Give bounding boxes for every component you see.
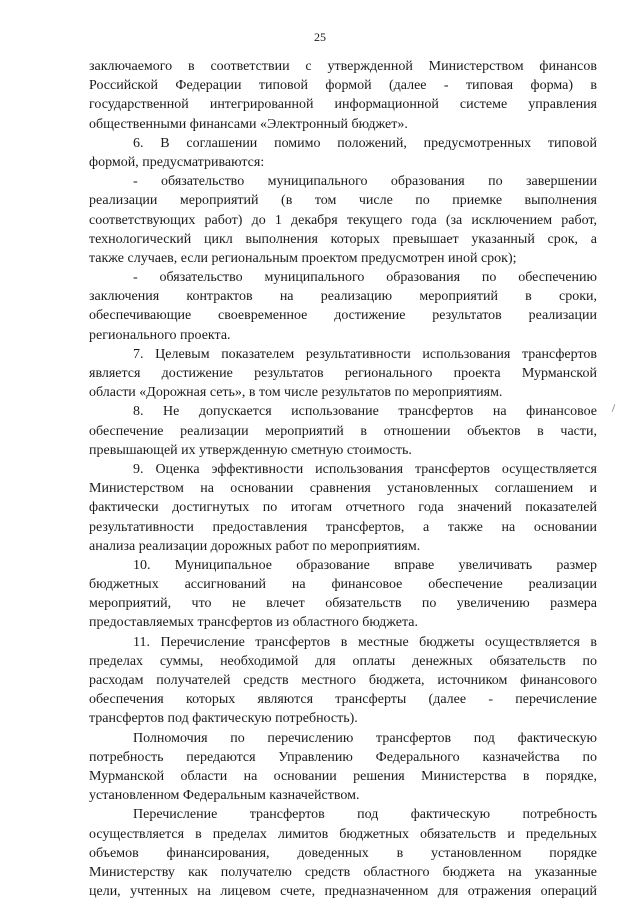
page-number: 25 xyxy=(314,30,326,44)
text-line: результативности предоставления трансфертов, а также на основании xyxy=(89,519,597,535)
text-line: обеспечения которых являются трансферты (далее - перечисление xyxy=(89,692,597,708)
text-line: расходам получателей средств местного бюджета, источником финансового xyxy=(89,673,597,688)
text-line: обеспечение реализации мероприятий в отношении объектов в части, xyxy=(89,423,597,439)
text-line: трансфертов под фактическую потребность). xyxy=(89,711,358,727)
text-line: заключения контрактов на реализацию мероприятий в сроки, xyxy=(89,289,597,305)
text-line: регионального проекта. xyxy=(89,327,231,343)
text-line: Мурманской области на основании решения Министерства в порядке, xyxy=(89,768,597,784)
text-line: Министерству как получателю средств областного бюджета на указанные xyxy=(89,864,597,880)
text-line: предоставляемых трансфертов из областного бюджета. xyxy=(89,615,418,631)
text-line: осуществляется в пределах лимитов бюджетных обязательств и предельных xyxy=(89,826,597,842)
text-line: 6. В соглашении помимо положений, предусмотренных типовой xyxy=(133,135,597,151)
text-line: потребность передаются Управлению Федерального казначейства по xyxy=(89,749,597,765)
text-line: фактически достигнутых по итогам отчетного года значений показателей xyxy=(89,500,597,516)
text-line: 9. Оценка эффективности использования трансфертов осуществляется xyxy=(133,461,597,477)
text-line: также случаев, если региональным проектом предусмотрен иной срок); xyxy=(89,250,517,266)
text-line: 7. Целевым показателем результативности использования трансфертов xyxy=(133,346,597,362)
text-line: Российской Федерации типовой формой (далее - типовая форма) в xyxy=(89,78,597,94)
scan-mark xyxy=(612,404,616,412)
text-line: - обязательство муниципального образования по обеспечению xyxy=(133,270,597,286)
document-body xyxy=(89,57,597,901)
text-line: цели, учтенных на лицевом счете, предназначенном для отражения операций xyxy=(89,884,597,900)
text-line: является достижение результатов регионального проекта Мурманской xyxy=(89,366,597,381)
text-line: 8. Не допускается использование трансфертов на финансовое xyxy=(133,404,597,420)
text-line: обеспечивающие своевременное достижение результатов реализации xyxy=(89,308,597,324)
text-line: Полномочия по перечислению трансфертов под фактическую xyxy=(133,730,597,746)
text-line: общественными финансами «Электронный бюджет». xyxy=(89,116,408,132)
text-line: технологический цикл выполнения которых превышает указанный срок, а xyxy=(89,231,597,247)
text-line: мероприятий, что не влечет обязательств по увеличению размера xyxy=(89,596,597,612)
text-line: 10. Муниципальное образование вправе увеличивать размер xyxy=(133,557,597,573)
text-line: соответствующих работ) до 1 декабря текущего года (за исключением работ, xyxy=(89,212,597,228)
text-line: - обязательство муниципального образования по завершении xyxy=(133,174,597,190)
text-line: бюджетных ассигнований на финансовое обеспечение реализации xyxy=(89,577,597,593)
text-line: 11. Перечисление трансфертов в местные бюджеты осуществляется в xyxy=(133,634,597,650)
text-line: заключаемого в соответствии с утвержденной Министерством финансов xyxy=(89,59,597,74)
text-line: Перечисление трансфертов под фактическую потребность xyxy=(133,807,597,823)
text-line: объемов финансирования, доведенных в установленном порядке xyxy=(89,845,597,861)
text-line: превышающей их утвержденную сметную стоимость. xyxy=(89,442,412,458)
text-line: области «Дорожная сеть», в том числе результатов по мероприятиям. xyxy=(89,385,503,401)
text-line: анализа реализации дорожных работ по мероприятиям. xyxy=(89,538,421,554)
text-line: установленном Федеральным казначейством. xyxy=(89,788,360,804)
text-line: реализации мероприятий (в том числе по приемке выполнения xyxy=(89,193,597,209)
text-line: пределах суммы, необходимой для оплаты денежных обязательств по xyxy=(89,653,597,669)
text-line: формой, предусматриваются: xyxy=(89,154,265,170)
text-line: Министерством на основании сравнения установленных соглашением и xyxy=(89,481,597,497)
text-line: государственной интегрированной информационной системе управления xyxy=(89,97,597,113)
